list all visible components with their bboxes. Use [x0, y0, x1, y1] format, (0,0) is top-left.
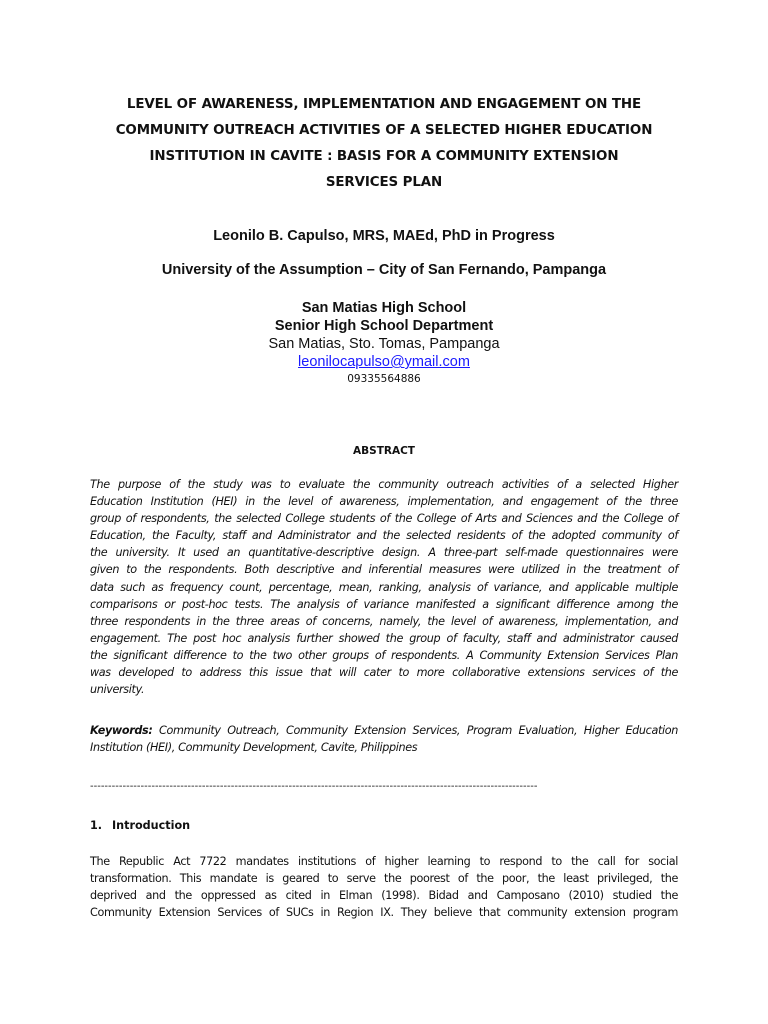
author-university: University of the Assumption – City of San Fernando, Pampanga [161, 262, 607, 278]
introduction-body [90, 853, 678, 921]
keywords-text: Community Outreach, Community Extension Services, Program Evaluation, Higher Education [159, 724, 678, 737]
abstract-line: Education, the Faculty, staff and Administrator and the selected residents of the adopted community of [90, 529, 678, 543]
school-name: San Matias High School [301, 300, 467, 316]
keywords-line [90, 722, 678, 739]
abstract-line: The purpose of the study was to evaluate the community outreach activities of a selected Higher [90, 478, 678, 491]
title-line: COMMUNITY OUTREACH ACTIVITIES OF A SELECTED HIGHER EDUCATION [115, 123, 653, 138]
abstract-line: the significant difference to the two other groups of respondents. A Community Extension Services Plan [90, 648, 678, 662]
abstract-body [90, 476, 678, 698]
keywords-block [90, 722, 678, 756]
abstract-line: group of respondents, the selected College students of the College of Arts and Sciences and the College of [90, 512, 678, 526]
abstract-line: data such as frequency count, percentage, mean, ranking, analysis of variance, and applicable multiple [90, 580, 678, 594]
intro-line: Community Extension Services of SUCs in Region IX. They believe that community extension program [90, 906, 678, 920]
abstract-heading: ABSTRACT [353, 445, 415, 457]
paper-title [90, 92, 678, 196]
keywords-line: Institution (HEI), Community Development, Cavite, Philippines [90, 741, 418, 755]
abstract-line: given to the respondents. Both descriptive and inferential measures were utilized in the treatment of [90, 563, 678, 577]
section-title: Introduction [112, 819, 191, 832]
author-phone: 09335564886 [347, 373, 421, 385]
author-email-link[interactable]: leonilocapulso@ymail.com [298, 354, 470, 370]
title-line: INSTITUTION IN CAVITE : BASIS FOR A COMMUNITY EXTENSION [149, 149, 619, 164]
abstract-line: engagement. The post hoc analysis further showed the group of faculty, staff and administrator caused [90, 631, 678, 645]
abstract-line: the university. It used an quantitative-descriptive design. A three-part self-made questionnaires were [90, 546, 678, 560]
intro-line: deprived and the oppressed as cited in Elman (1998). Bidad and Camposano (2010) studied the [90, 889, 678, 903]
school-address: San Matias, Sto. Tomas, Pampanga [268, 336, 500, 352]
abstract-line: was developed to address this issue that will cater to more collaborative extensions services of the [90, 666, 678, 680]
author-affiliation [90, 299, 678, 387]
section-divider: ---------------------------------------------------------------------------------------------------------------------------- [90, 781, 538, 792]
abstract-line: Education Institution (HEI) in the level of awareness, implementation, and engagement of the three [90, 495, 678, 509]
abstract-line: comparisons or post-hoc tests. The analysis of variance manifested a significant difference among the [90, 597, 678, 611]
section-number: 1. [90, 819, 103, 832]
intro-line: transformation. This mandate is geared to serve the poorest of the poor, the least privileged, the [90, 872, 678, 886]
author-name: Leonilo B. Capulso, MRS, MAEd, PhD in Progress [213, 228, 555, 244]
intro-line: The Republic Act 7722 mandates institutions of higher learning to respond to the call for social [90, 855, 678, 868]
abstract-line: university. [90, 683, 145, 697]
section-heading [90, 819, 190, 832]
school-department: Senior High School Department [274, 318, 494, 334]
abstract-line: three respondents in the three areas of concerns, namely, the level of awareness, implementation, and [90, 614, 678, 628]
title-line: SERVICES PLAN [325, 175, 443, 190]
keywords-label: Keywords: [90, 724, 153, 737]
title-line: LEVEL OF AWARENESS, IMPLEMENTATION AND ENGAGEMENT ON THE [126, 97, 642, 112]
